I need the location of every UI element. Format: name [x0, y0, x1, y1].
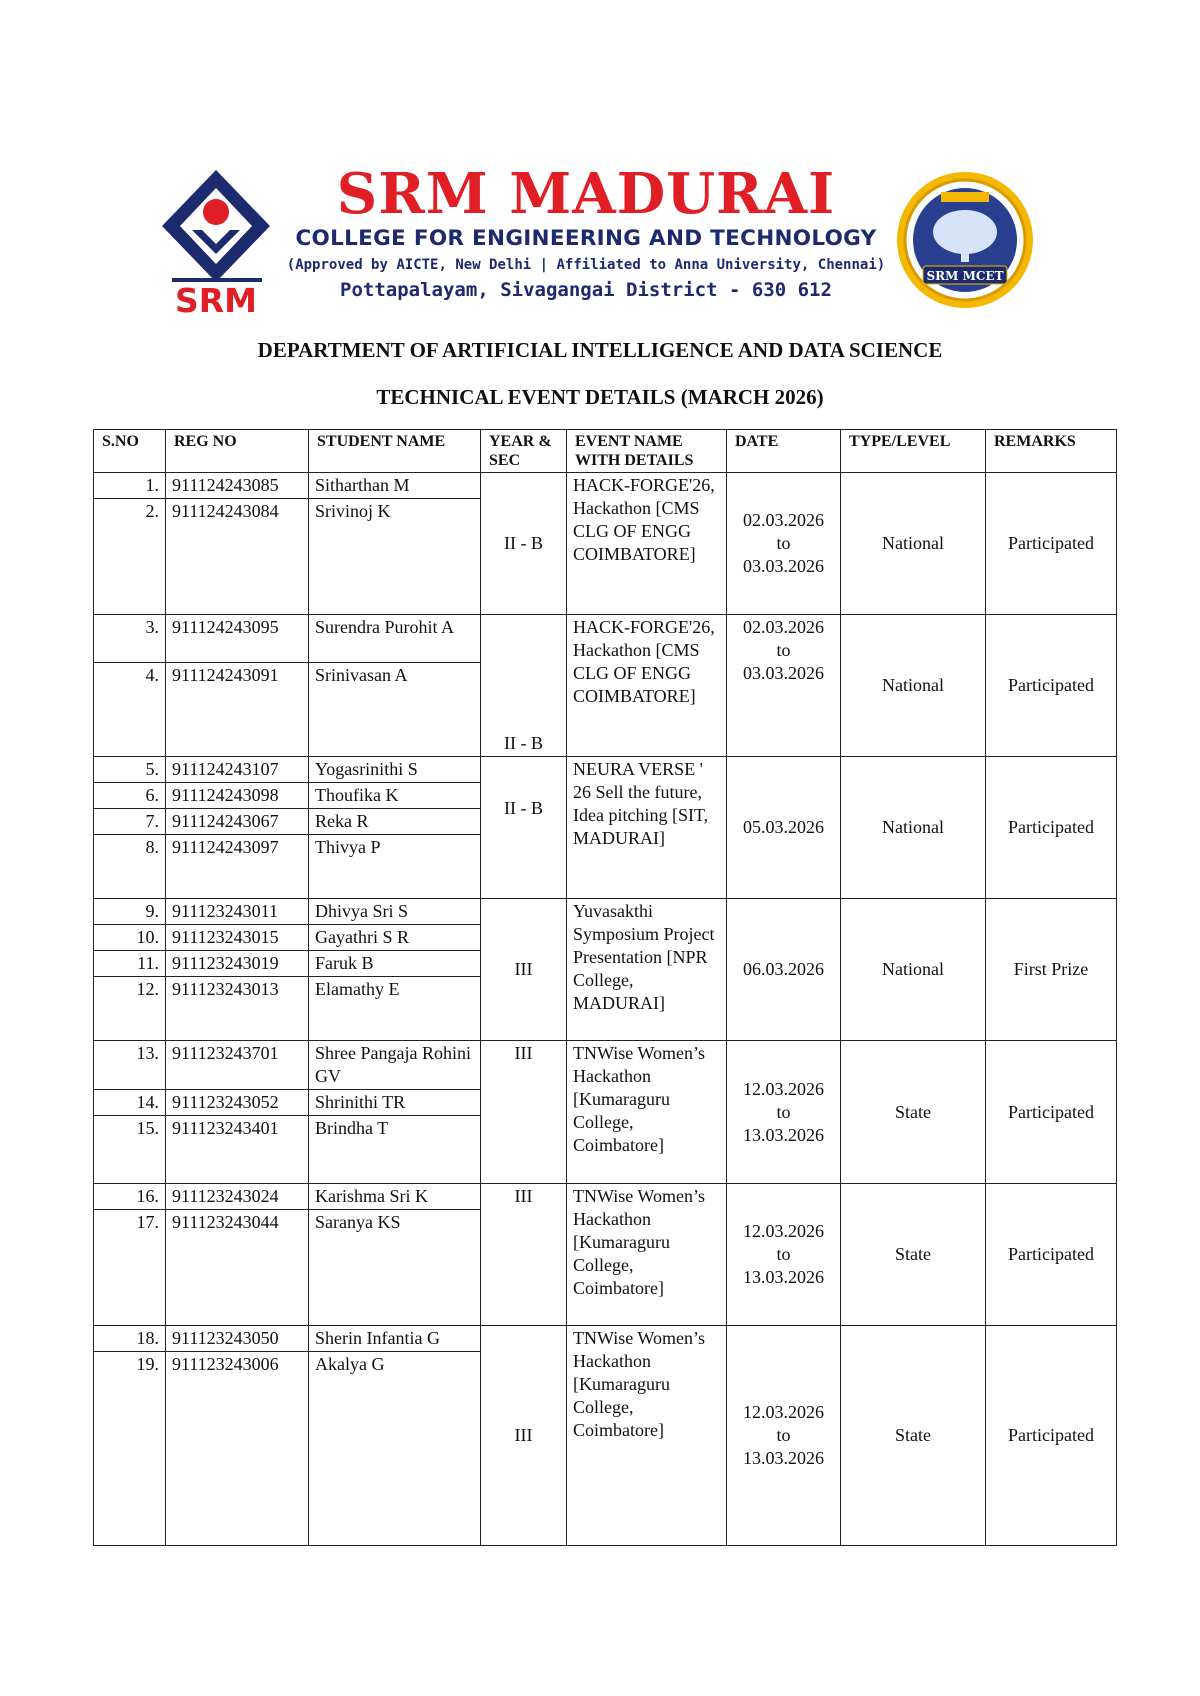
reg-number: 911123243011: [166, 899, 309, 925]
column-header: STUDENT NAME: [309, 430, 481, 473]
event-date: [727, 615, 841, 757]
reg-number: 911124243107: [166, 757, 309, 783]
event-table: [93, 429, 1117, 1546]
reg-number: 911123243050: [166, 1326, 309, 1352]
serial-number: 11.: [94, 951, 166, 977]
student-name: Thoufika K: [309, 783, 481, 809]
date-from: 02.03.2026: [743, 510, 824, 530]
event-details: TNWise Women’s Hackathon [Kumaraguru College, Coimbatore]: [567, 1184, 727, 1326]
date-to: to: [776, 1425, 791, 1445]
table-row: [94, 1184, 1117, 1210]
reg-number: 911123243015: [166, 925, 309, 951]
event-level: National: [841, 899, 986, 1041]
event-remarks: Participated: [986, 1041, 1117, 1184]
event-date: [727, 1184, 841, 1326]
event-remarks: Participated: [986, 1326, 1117, 1546]
student-name: Dhivya Sri S: [309, 899, 481, 925]
event-details: TNWise Women’s Hackathon [Kumaraguru College, Coimbatore]: [567, 1041, 727, 1184]
reg-number: 911124243098: [166, 783, 309, 809]
date-from: 12.03.2026: [743, 1078, 824, 1099]
column-header: TYPE/LEVEL: [841, 430, 986, 473]
event-remarks: First Prize: [986, 899, 1117, 1041]
reg-number: 911123243006: [166, 1352, 309, 1546]
column-header: REG NO: [166, 430, 309, 473]
student-name: Thivya P: [309, 835, 481, 899]
student-name: Faruk B: [309, 951, 481, 977]
event-level: National: [841, 615, 986, 757]
student-name: Akalya G: [309, 1352, 481, 1546]
reg-number: 911123243024: [166, 1184, 309, 1210]
date-to: to: [776, 1244, 791, 1264]
year-section: III: [481, 1041, 567, 1184]
serial-number: 10.: [94, 925, 166, 951]
serial-number: 16.: [94, 1184, 166, 1210]
student-name: Sherin Infantia G: [309, 1326, 481, 1352]
event-remarks: Participated: [986, 757, 1117, 899]
event-level: National: [841, 473, 986, 615]
reg-number: 911123243701: [166, 1041, 309, 1090]
serial-number: 14.: [94, 1090, 166, 1116]
event-details: HACK-FORGE'26, Hackathon [CMS CLG OF ENGG COIMBATORE]: [567, 473, 727, 615]
student-name: Srivinoj K: [309, 499, 481, 615]
event-details: NEURA VERSE ' 26 Sell the future, Idea pitching [SIT, MADURAI]: [567, 757, 727, 899]
reg-number: 911123243401: [166, 1116, 309, 1184]
student-name: Yogasrinithi S: [309, 757, 481, 783]
year-section: II - B: [481, 615, 567, 757]
student-name: Elamathy E: [309, 977, 481, 1041]
college-name: SRM MADURAI: [336, 161, 836, 227]
year-section: III: [481, 1184, 567, 1326]
srm-logo-text: SRM: [174, 281, 258, 316]
column-header: REMARKS: [986, 430, 1117, 473]
year-section: III: [481, 899, 567, 1041]
student-name: Reka R: [309, 809, 481, 835]
serial-number: 18.: [94, 1326, 166, 1352]
date-from: 02.03.2026: [743, 617, 824, 637]
student-name: Shree Pangaja Rohini GV: [309, 1041, 481, 1090]
seal-text: SRM MCET: [926, 269, 1004, 283]
letterhead: [150, 160, 1050, 320]
serial-number: 19.: [94, 1352, 166, 1546]
event-date: 05.03.2026: [727, 757, 841, 899]
event-date: [727, 1326, 841, 1546]
event-details: TNWise Women’s Hackathon [Kumaraguru College, Coimbatore]: [567, 1326, 727, 1546]
table-row: [94, 1326, 1117, 1352]
table-row: [94, 899, 1117, 925]
serial-number: 13.: [94, 1041, 166, 1090]
table-row: [94, 1041, 1117, 1090]
college-subtitle: COLLEGE FOR ENGINEERING AND TECHNOLOGY: [295, 226, 877, 251]
student-name: Brindha T: [309, 1116, 481, 1184]
reg-number: 911124243091: [166, 663, 309, 757]
college-approval: (Approved by AICTE, New Delhi | Affiliated to Anna University, Chennai): [286, 257, 886, 273]
student-name: Shrinithi TR: [309, 1090, 481, 1116]
student-name: Saranya KS: [309, 1210, 481, 1326]
student-name: Karishma Sri K: [309, 1184, 481, 1210]
date-to: to: [776, 1101, 791, 1122]
table-row: [94, 757, 1117, 783]
reg-number: 911123243019: [166, 951, 309, 977]
serial-number: 3.: [94, 615, 166, 663]
reg-number: 911124243097: [166, 835, 309, 899]
event-level: National: [841, 757, 986, 899]
date-from: 12.03.2026: [743, 1221, 824, 1241]
date-until: 03.03.2026: [743, 556, 824, 576]
serial-number: 1.: [94, 473, 166, 499]
date-from: 12.03.2026: [743, 1402, 824, 1422]
serial-number: 4.: [94, 663, 166, 757]
year-section: II - B: [481, 473, 567, 615]
event-level: State: [841, 1041, 986, 1184]
student-name: Gayathri S R: [309, 925, 481, 951]
event-details: Yuvasakthi Symposium Project Presentation [NPR College, MADURAI]: [567, 899, 727, 1041]
date-to: to: [776, 533, 791, 553]
table-header-row: [94, 430, 1117, 473]
serial-number: 15.: [94, 1116, 166, 1184]
srm-logo: [158, 166, 274, 316]
serial-number: 6.: [94, 783, 166, 809]
event-title: TECHNICAL EVENT DETAILS (MARCH 2026): [376, 385, 824, 409]
serial-number: 7.: [94, 809, 166, 835]
column-header: YEAR & SEC: [481, 430, 567, 473]
serial-number: 12.: [94, 977, 166, 1041]
year-section: III: [481, 1326, 567, 1546]
column-header: EVENT NAME WITH DETAILS: [567, 430, 727, 473]
event-date: 06.03.2026: [727, 899, 841, 1041]
serial-number: 17.: [94, 1210, 166, 1326]
date-until: 13.03.2026: [743, 1124, 824, 1145]
college-address: Pottapalayam, Sivagangai District - 630 612: [340, 279, 832, 301]
serial-number: 9.: [94, 899, 166, 925]
year-section: II - B: [481, 757, 567, 899]
event-level: State: [841, 1184, 986, 1326]
date-to: to: [776, 640, 791, 660]
table-row: [94, 615, 1117, 663]
column-header: DATE: [727, 430, 841, 473]
srm-mcet-seal: [895, 170, 1035, 310]
department-title: DEPARTMENT OF ARTIFICIAL INTELLIGENCE AND DATA SCIENCE: [257, 338, 943, 362]
date-until: 13.03.2026: [743, 1267, 824, 1287]
college-identity: [284, 161, 888, 304]
student-name: Surendra Purohit A: [309, 615, 481, 663]
event-date: [727, 473, 841, 615]
event-date: [727, 1041, 841, 1184]
reg-number: 911123243044: [166, 1210, 309, 1326]
event-remarks: Participated: [986, 1184, 1117, 1326]
reg-number: 911124243085: [166, 473, 309, 499]
reg-number: 911124243067: [166, 809, 309, 835]
table-row: [94, 473, 1117, 499]
reg-number: 911124243095: [166, 615, 309, 663]
reg-number: 911123243013: [166, 977, 309, 1041]
reg-number: 911123243052: [166, 1090, 309, 1116]
reg-number: 911124243084: [166, 499, 309, 615]
event-remarks: Participated: [986, 473, 1117, 615]
student-name: Sitharthan M: [309, 473, 481, 499]
serial-number: 2.: [94, 499, 166, 615]
column-header: S.NO: [94, 430, 166, 473]
event-level: State: [841, 1326, 986, 1546]
date-until: 13.03.2026: [743, 1448, 824, 1468]
serial-number: 8.: [94, 835, 166, 899]
event-remarks: Participated: [986, 615, 1117, 757]
student-name: Srinivasan A: [309, 663, 481, 757]
event-details: HACK-FORGE'26, Hackathon [CMS CLG OF ENGG COIMBATORE]: [567, 615, 727, 757]
date-until: 03.03.2026: [743, 663, 824, 683]
serial-number: 5.: [94, 757, 166, 783]
